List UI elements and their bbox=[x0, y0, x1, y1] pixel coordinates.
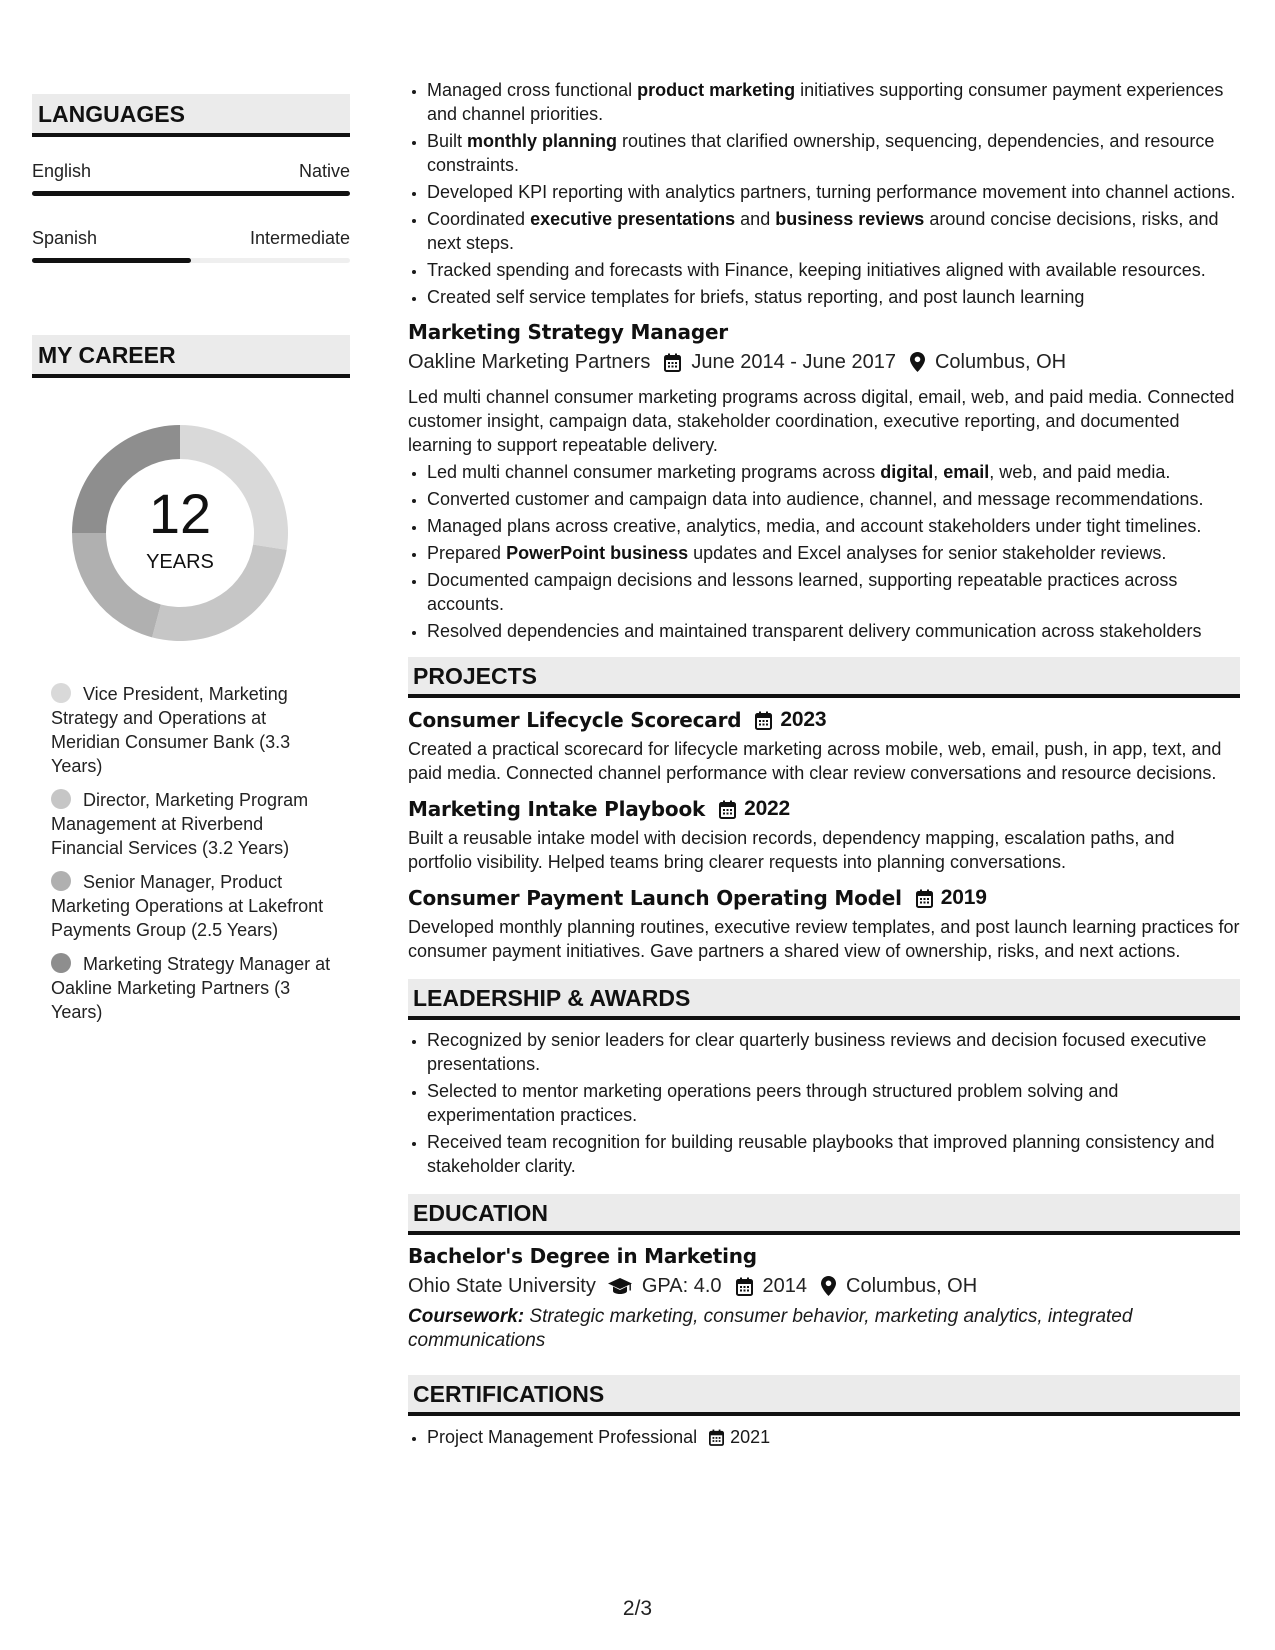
project-item bbox=[408, 885, 1240, 963]
experience-bullet: • Tracked spending and forecasts with Finance, keeping initiatives aligned with available resources. bbox=[427, 258, 1240, 282]
job-bullet: • Resolved dependencies and maintained transparent delivery communication across stakeholders bbox=[427, 619, 1240, 643]
project-year: 2019 bbox=[940, 886, 987, 909]
leadership-bullet: • Selected to mentor marketing operations peers through structured problem solving and experimentation practices. bbox=[427, 1079, 1240, 1127]
experience-bullet: • Developed KPI reporting with analytics partners, turning performance movement into channel actions. bbox=[427, 180, 1240, 204]
job-location: Columbus, OH bbox=[934, 351, 1067, 373]
job-bullet: • Managed plans across creative, analytics, media, and account stakeholders under tight timelines. bbox=[427, 514, 1240, 538]
calendar-icon bbox=[664, 353, 681, 372]
career-legend-label: Director, Marketing Program Management at Riverbend Financial Services (3.2 Years) bbox=[51, 790, 309, 858]
leadership-bullet: • Received team recognition for building reusable playbooks that improved planning consistency and stakeholder clarity. bbox=[427, 1130, 1240, 1178]
leadership-bullet: • Recognized by senior leaders for clear quarterly business reviews and decision focused executive presentations. bbox=[427, 1028, 1240, 1076]
page-number: 2/3 bbox=[622, 1597, 653, 1620]
location-pin-icon bbox=[821, 1276, 836, 1296]
job-bullets bbox=[408, 460, 1240, 643]
certifications-heading: CERTIFICATIONS bbox=[408, 1375, 1240, 1416]
certifications-list bbox=[408, 1425, 1240, 1449]
language-proficiency-bar bbox=[32, 191, 350, 196]
calendar-icon bbox=[709, 1429, 724, 1446]
coursework-label: Coursework: bbox=[408, 1306, 525, 1327]
legend-dot bbox=[51, 683, 71, 703]
job-title: Marketing Strategy Manager bbox=[408, 320, 728, 344]
calendar-icon bbox=[736, 1277, 753, 1296]
projects-heading: PROJECTS bbox=[408, 657, 1240, 698]
coursework-text: Strategic marketing, consumer behavior, marketing analytics, integrated communications bbox=[408, 1306, 1133, 1351]
job-bullet: • Documented campaign decisions and lessons learned, supporting repeatable practices across accounts. bbox=[427, 568, 1240, 616]
project-description: Created a practical scorecard for lifecycle marketing across mobile, web, email, push, in app, text, and paid media. Connected channel performance with clear review conversations and resource decisions. bbox=[408, 739, 1222, 783]
education-degree: Bachelor's Degree in Marketing bbox=[408, 1244, 757, 1268]
job-company: Oakline Marketing Partners bbox=[408, 351, 651, 373]
calendar-icon bbox=[755, 711, 772, 730]
career-legend bbox=[51, 682, 331, 1024]
career-legend-label: Vice President, Marketing Strategy and Operations at Meridian Consumer Bank (3.3 Years) bbox=[51, 684, 291, 776]
leadership-bullets bbox=[408, 1028, 1240, 1178]
career-legend-item bbox=[51, 788, 331, 860]
experience-bullet: • Created self service templates for briefs, status reporting, and post launch learning bbox=[427, 285, 1240, 309]
languages-heading: LANGUAGES bbox=[32, 94, 350, 137]
experience-bullets bbox=[408, 78, 1240, 309]
right-column bbox=[408, 78, 1240, 1452]
language-proficiency-bar bbox=[32, 258, 350, 263]
project-title: Consumer Payment Launch Operating Model bbox=[408, 886, 902, 910]
career-legend-item bbox=[51, 870, 331, 942]
project-item bbox=[408, 796, 1240, 874]
legend-dot bbox=[51, 871, 71, 891]
legend-dot bbox=[51, 789, 71, 809]
language-item bbox=[32, 159, 350, 196]
certification-year: 2021 bbox=[730, 1427, 771, 1447]
career-legend-item bbox=[51, 682, 331, 778]
left-column bbox=[32, 94, 350, 1034]
language-proficiency-fill bbox=[32, 191, 350, 196]
education-heading: EDUCATION bbox=[408, 1194, 1240, 1235]
project-year: 2022 bbox=[744, 797, 791, 820]
location-pin-icon bbox=[910, 352, 925, 372]
education-location: Columbus, OH bbox=[846, 1275, 978, 1297]
project-description: Built a reusable intake model with decision records, dependency mapping, escalation paths, and portfolio visibility. Helped teams bring clearer requests into planning conversations. bbox=[408, 828, 1175, 872]
calendar-icon bbox=[719, 800, 736, 819]
education-meta bbox=[408, 1273, 1240, 1299]
language-proficiency-fill bbox=[32, 258, 191, 263]
career-total-years: 12 bbox=[148, 482, 212, 545]
leadership-heading: LEADERSHIP & AWARDS bbox=[408, 979, 1240, 1020]
job-bullet: • Converted customer and campaign data into audience, channel, and message recommendations. bbox=[427, 487, 1240, 511]
project-item bbox=[408, 707, 1240, 785]
career-legend-label: Marketing Strategy Manager at Oakline Marketing Partners (3 Years) bbox=[51, 954, 331, 1022]
education-school: Ohio State University bbox=[408, 1275, 596, 1297]
certification-item bbox=[427, 1425, 1240, 1449]
language-level: Native bbox=[298, 161, 350, 181]
education-gpa: GPA: 4.0 bbox=[641, 1275, 722, 1297]
language-name: Spanish bbox=[32, 228, 98, 248]
certification-name: • Project Management Professional bbox=[427, 1427, 698, 1447]
language-level: Intermediate bbox=[249, 228, 350, 248]
project-title: Consumer Lifecycle Scorecard bbox=[408, 708, 742, 732]
job-dates: June 2014 - June 2017 bbox=[691, 351, 896, 373]
calendar-icon bbox=[916, 889, 933, 908]
career-legend-item bbox=[51, 952, 331, 1024]
legend-dot bbox=[51, 953, 71, 973]
experience-bullet: • Built monthly planning routines that clarified ownership, sequencing, dependencies, and resource constraints. bbox=[427, 129, 1240, 177]
project-title: Marketing Intake Playbook bbox=[408, 797, 706, 821]
experience-bullet: • Managed cross functional product marketing initiatives supporting consumer payment experiences and channel priorities. bbox=[427, 78, 1240, 126]
job-meta bbox=[408, 349, 1240, 375]
career-heading: MY CAREER bbox=[32, 335, 350, 378]
career-total-unit: YEARS bbox=[146, 551, 214, 573]
project-year: 2023 bbox=[780, 708, 827, 731]
career-legend-label: Senior Manager, Product Marketing Operations at Lakefront Payments Group (2.5 Years) bbox=[51, 872, 324, 940]
project-description: Developed monthly planning routines, executive review templates, and post launch learning practices for consumer payment initiatives. Gave partners a shared view of ownership, risks, and next actions. bbox=[408, 917, 1240, 961]
job-bullet: • Prepared PowerPoint business updates and Excel analyses for senior stakeholder reviews. bbox=[427, 541, 1240, 565]
language-item bbox=[32, 226, 350, 263]
projects-list bbox=[408, 707, 1240, 963]
experience-bullet: • Coordinated executive presentations and business reviews around concise decisions, risks, and next steps. bbox=[427, 207, 1240, 255]
job-bullet: • Led multi channel consumer marketing programs across digital, email, web, and paid media. bbox=[427, 460, 1240, 484]
career-donut-chart bbox=[65, 418, 295, 648]
job-summary: Led multi channel consumer marketing programs across digital, email, web, and paid media. Connected customer insight, campaign data, stakeholder coordination, executive reporting, and documented learning to support repeatable delivery. bbox=[408, 387, 1235, 455]
graduation-cap-icon bbox=[608, 1277, 632, 1295]
language-name: English bbox=[32, 161, 92, 181]
education-coursework bbox=[408, 1305, 1240, 1353]
education-year: 2014 bbox=[762, 1275, 808, 1297]
